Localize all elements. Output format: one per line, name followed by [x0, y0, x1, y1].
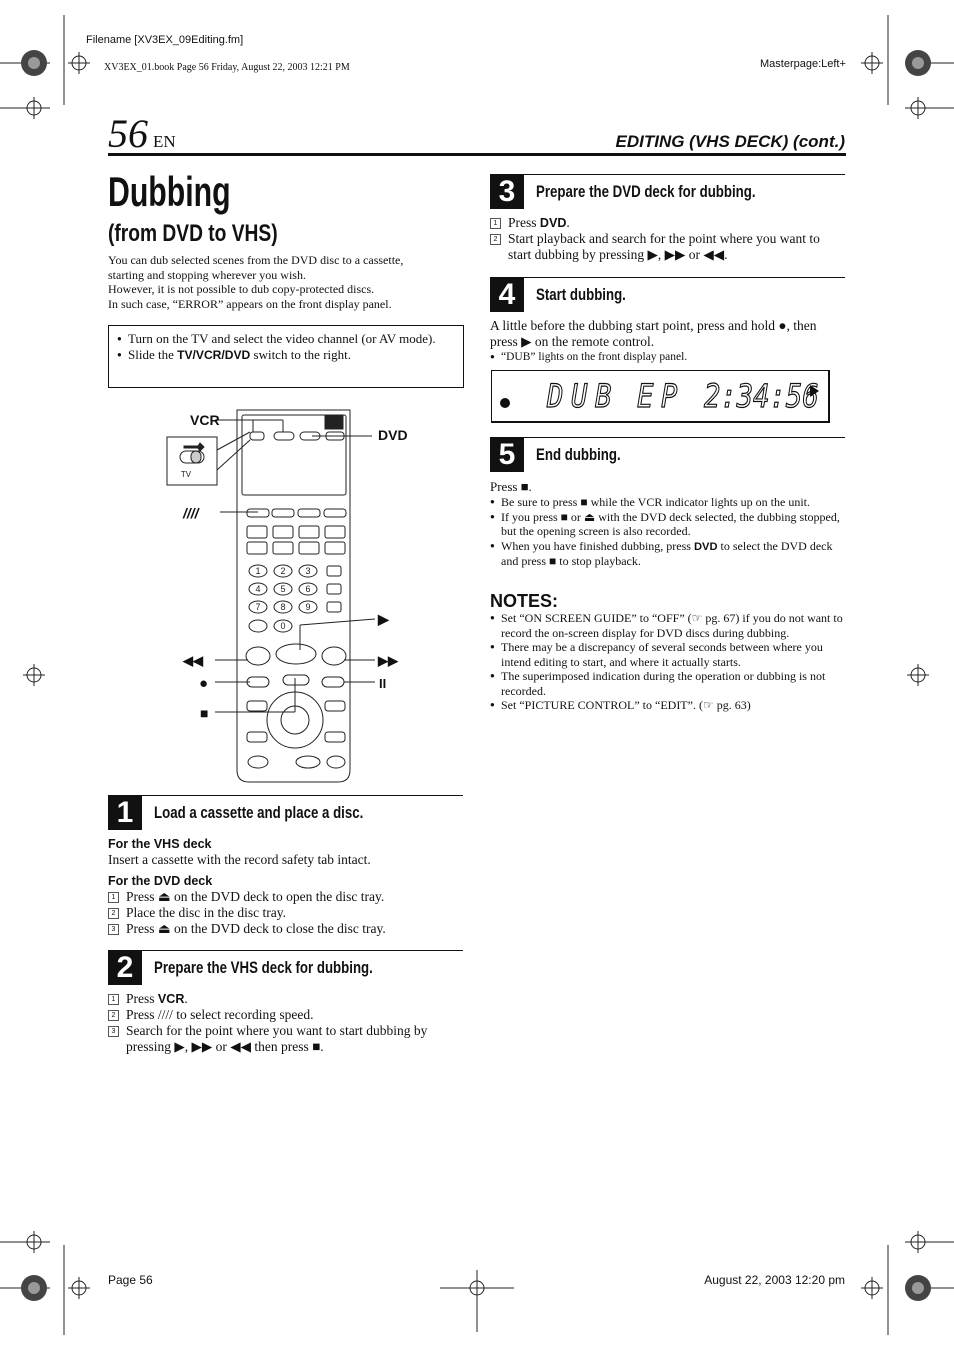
step1-number: 1: [108, 796, 142, 830]
step3-title: Prepare the DVD deck for dubbing.: [536, 182, 756, 201]
numkey-4: 4: [255, 584, 261, 594]
step5-rule: [490, 437, 845, 438]
step3-item-1: [490, 215, 845, 231]
label-rew: ◀◀: [183, 653, 203, 668]
step2-rule: [108, 950, 463, 951]
step5-bullet-3: [490, 539, 845, 569]
step2-item-1: [108, 991, 463, 1007]
label-pause: II: [379, 676, 387, 691]
front-display-panel: [491, 370, 830, 423]
label-stop: ■: [200, 705, 209, 721]
page-lang: EN: [153, 132, 176, 151]
label-speed: ////: [183, 505, 199, 521]
intro-line-4: In such case, “ERROR” appears on the front display panel.: [108, 296, 392, 311]
step1-dvd-head: For the DVD deck: [108, 874, 213, 888]
step3-rule: [490, 174, 845, 175]
switch-label-tv: TV: [180, 470, 192, 479]
label-ff: ▶▶: [378, 653, 398, 668]
notes-list: [490, 611, 845, 713]
step5-press: Press ■.: [490, 479, 532, 494]
prep-box: [108, 325, 464, 388]
note-4: ● Set “PICTURE CONTROL” to “EDIT”. (☞ pg. 63): [490, 698, 845, 713]
step2-item-1-bold: VCR: [157, 992, 185, 1006]
intro-line-3: However, it is not possible to dub copy-protected discs.: [108, 282, 375, 297]
prep-item-1: ● Turn on the TV and select the video channel (or AV mode).: [117, 331, 455, 347]
page-number: 56: [108, 111, 148, 156]
main-title: Dubbing: [108, 168, 231, 215]
step3-item-2-box: 2: [490, 234, 501, 245]
step2-item-1-pre: Press: [126, 991, 158, 1006]
step3-item-1-bold: DVD: [539, 216, 567, 230]
label-dvd: DVD: [378, 427, 408, 443]
step1-item-3-text: Press ⏏ on the DVD deck to close the disc tray.: [126, 921, 386, 936]
step3-item-2: [490, 231, 845, 263]
numkey-2: 2: [280, 566, 286, 576]
footer-page: Page 56: [108, 1273, 153, 1287]
display-dub-text: DUB: [547, 377, 620, 415]
step1-item-3-box: 3: [108, 924, 119, 935]
step1-title: Load a cassette and place a disc.: [154, 803, 364, 822]
step1-item-1: [108, 889, 463, 905]
numkey-1: 1: [255, 566, 261, 576]
header-filename: Filename [XV3EX_09Editing.fm]: [86, 34, 244, 46]
step2-number: 2: [108, 951, 142, 985]
display-play-icon: [810, 385, 819, 397]
step1-item-1-box: 1: [108, 892, 119, 903]
label-rec: ●: [199, 675, 209, 692]
step1-vhs-text: Insert a cassette with the record safety tab intact.: [108, 852, 371, 867]
step4-bullet: ● “DUB” lights on the front display panel.: [490, 350, 845, 365]
step2-item-3-box: 3: [108, 1026, 119, 1037]
step5-body: [490, 479, 845, 569]
step3-item-1-pre: Press: [508, 215, 540, 230]
step2-item-1-post: .: [184, 991, 188, 1006]
prep-item-2-bold: TV/VCR/DVD: [177, 348, 251, 362]
step3-item-2-text: Start playback and search for the point where you want to start dubbing by pressing ▶, ▶▶ or ◀◀.: [508, 231, 820, 262]
main-title-wrap: [108, 168, 308, 220]
prep-item-2-pre: Slide the: [128, 347, 178, 362]
step3-item-1-box: 1: [490, 218, 501, 229]
step2-item-1-box: 1: [108, 994, 119, 1005]
step2-item-3: [108, 1023, 463, 1055]
display-time-text: 2:34:56: [704, 377, 819, 415]
numkey-7: 7: [255, 602, 261, 612]
step4-body: [490, 318, 845, 365]
numkey-5: 5: [280, 584, 286, 594]
step5-bullet-3-bold: DVD: [693, 540, 718, 553]
sub-title: (from DVD to VHS): [108, 220, 278, 247]
step4-text: A little before the dubbing start point, press and hold ●, then press ▶ on the remote control.: [490, 318, 817, 349]
step4-title: Start dubbing.: [536, 285, 626, 304]
step5-bullet-3-post: to select the DVD deck and press ■ to stop playback.: [501, 538, 833, 568]
remote-illustration: [160, 400, 460, 785]
display-mode-text: EP: [637, 377, 686, 415]
numkey-9: 9: [305, 602, 311, 612]
step1-item-2: [108, 905, 463, 921]
step1-item-3: [108, 921, 463, 937]
numkey-0: 0: [280, 621, 286, 631]
footer-date: August 22, 2003 12:20 pm: [704, 1273, 845, 1287]
step3-number: 3: [490, 175, 524, 209]
step1-item-2-text: Place the disc in the disc tray.: [126, 905, 286, 920]
step2-item-2: [108, 1007, 463, 1023]
step3-body: [490, 215, 845, 263]
note-3: ● The superimposed indication during the operation or dubbing is not recorded.: [490, 669, 845, 698]
label-vcr: VCR: [190, 412, 220, 428]
intro-line-1: You can dub selected scenes from the DVD disc to a cassette,: [108, 253, 404, 267]
step3-item-1-post: .: [566, 215, 570, 230]
step1-body: [108, 836, 463, 937]
step1-item-2-box: 2: [108, 908, 119, 919]
notes-heading: NOTES:: [490, 591, 559, 611]
step1-rule: [108, 795, 463, 796]
numkey-6: 6: [305, 584, 311, 594]
step4-number: 4: [490, 278, 524, 312]
header-book-line: XV3EX_01.book Page 56 Friday, August 22, 2003 12:21 PM: [104, 62, 350, 73]
step2-title: Prepare the VHS deck for dubbing.: [154, 958, 373, 977]
prep-item-2: [117, 347, 455, 363]
label-play: ▶: [378, 611, 389, 627]
numkey-3: 3: [305, 566, 311, 576]
note-1: ● Set “ON SCREEN GUIDE” to “OFF” (☞ pg. 67) if you do not want to record the on-screen display for DVD discs during dubbing.: [490, 611, 845, 640]
numkey-8: 8: [280, 602, 286, 612]
step5-bullet-1: ● Be sure to press ■ while the VCR indicator lights up on the unit.: [490, 495, 845, 510]
header-masterpage: Masterpage:Left+: [760, 58, 846, 70]
step5-bullet-3-pre: When you have finished dubbing, press: [501, 538, 694, 553]
step2-body: [108, 991, 463, 1055]
section-title: EDITING (VHS DECK) (cont.): [615, 132, 845, 151]
prep-item-2-post: switch to the right.: [250, 347, 352, 362]
step2-item-3-text: Search for the point where you want to start dubbing by pressing ▶, ▶▶ or ◀◀ then press ■.: [126, 1023, 428, 1054]
intro-line-2: starting and stopping wherever you wish.: [108, 267, 306, 282]
step2-item-2-text: Press //// to select recording speed.: [126, 1007, 314, 1022]
step5-title: End dubbing.: [536, 445, 621, 464]
header-rule: [108, 153, 846, 156]
note-2: ● There may be a discrepancy of several seconds between where you intend editing to start, and where it actually starts.: [490, 640, 845, 669]
step2-item-2-box: 2: [108, 1010, 119, 1021]
display-dot-icon: [500, 398, 510, 408]
step5-bullet-2: ● If you press ■ or ⏏ with the DVD deck selected, the dubbing stopped, but the opening screen is also recorded.: [490, 510, 845, 539]
step1-item-1-text: Press ⏏ on the DVD deck to open the disc tray.: [126, 889, 385, 904]
step4-rule: [490, 277, 845, 278]
intro-text: [108, 253, 458, 311]
sub-title-wrap: [108, 220, 358, 250]
step5-number: 5: [490, 438, 524, 472]
step1-vhs-head: For the VHS deck: [108, 837, 212, 851]
